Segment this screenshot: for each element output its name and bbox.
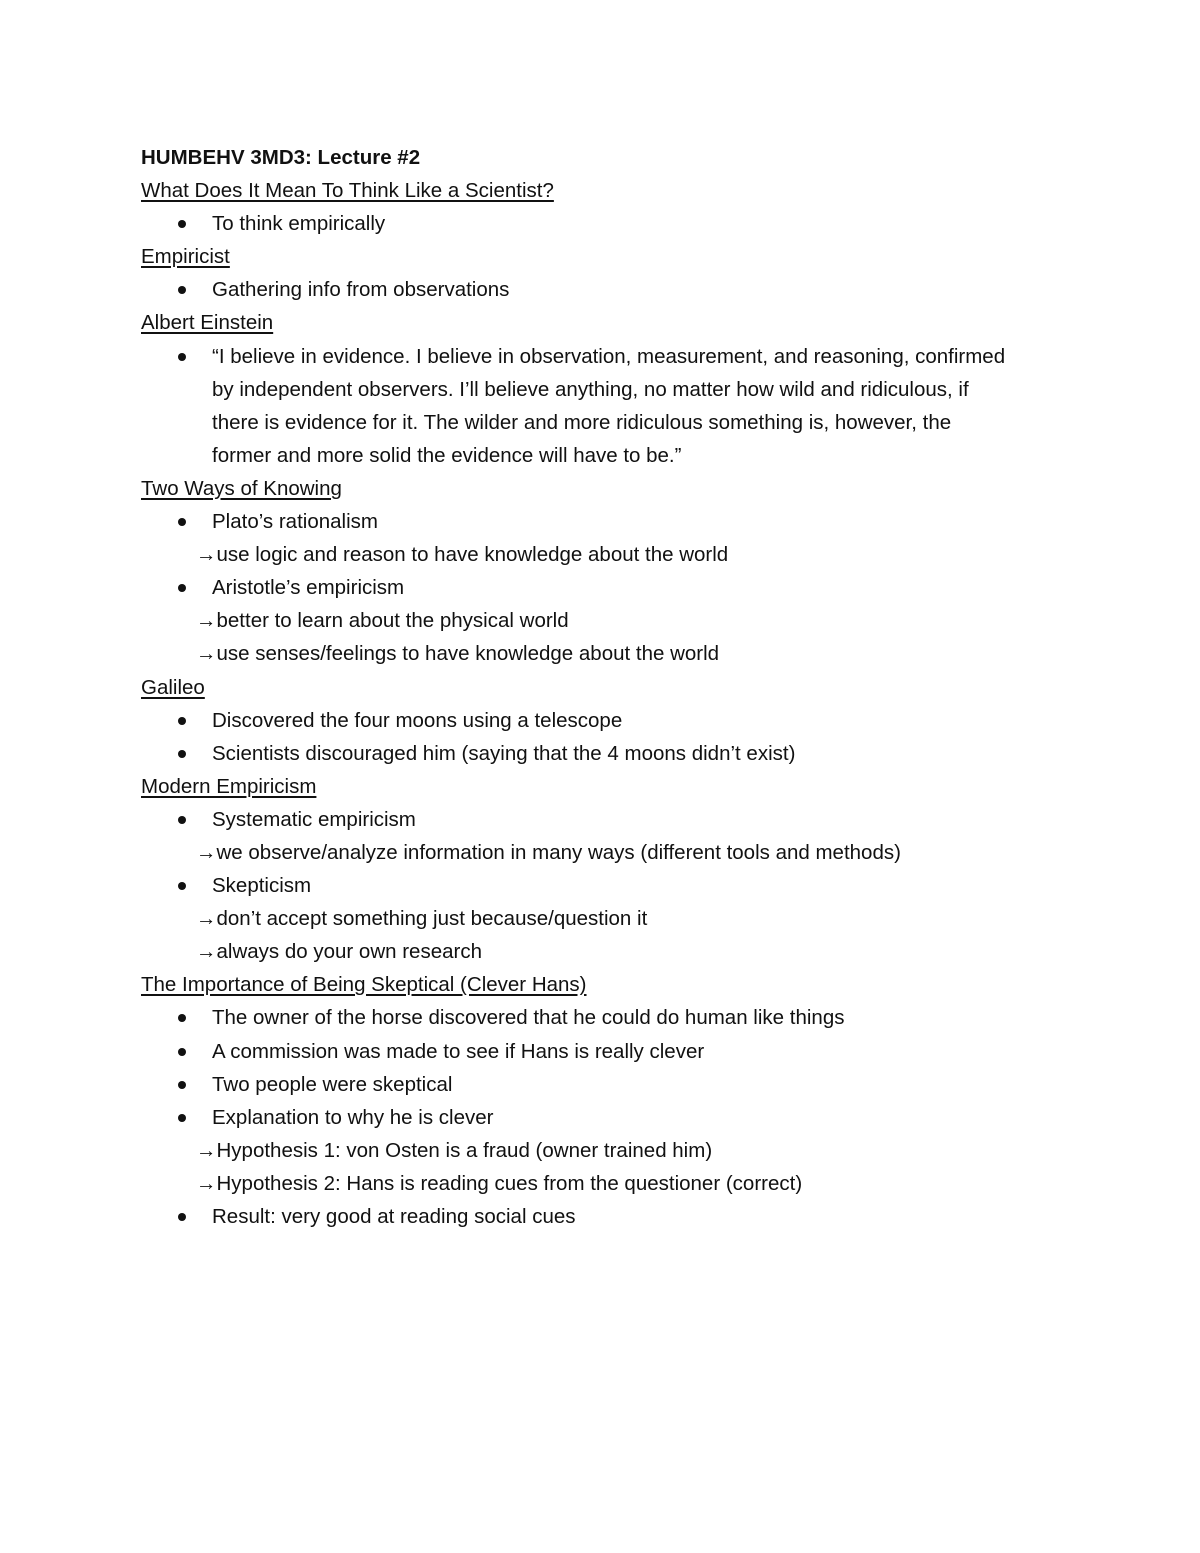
document-page [141, 141, 1071, 1233]
bullet-item [141, 505, 1071, 538]
bullet-dot-icon [178, 750, 186, 758]
arrow-subpoint: →we observe/analyze information in many ways (different tools and methods) [196, 840, 901, 864]
quote-text-line: former and more solid the evidence will have to be.” [212, 443, 682, 467]
bullet-item [141, 1001, 1071, 1034]
quote-text-line: “I believe in evidence. I believe in observation, measurement, and reasoning, confirmed [212, 344, 1006, 368]
bullet-item [141, 704, 1071, 737]
arrow-subpoint: →always do your own research [196, 940, 482, 964]
bullet-item [141, 1101, 1071, 1134]
bullet-dot-icon [178, 584, 186, 592]
quote-continuation-line [141, 439, 1071, 472]
quote-continuation-line [141, 406, 1071, 439]
bullet-dot-icon [178, 717, 186, 725]
arrow-subpoint: →Hypothesis 1: von Osten is a fraud (owner trained him) [196, 1138, 713, 1162]
bullet-item [141, 1200, 1071, 1233]
bullet-item [141, 1068, 1071, 1101]
bullet-item [141, 737, 1071, 770]
bullet-dot-icon [178, 220, 186, 228]
bullet-dot-icon [178, 1213, 186, 1221]
bullet-item [141, 207, 1071, 240]
bullet-text: A commission was made to see if Hans is really clever [212, 1039, 705, 1063]
bullet-text: Plato’s rationalism [212, 510, 378, 534]
bullet-text: Gathering info from observations [212, 278, 510, 302]
bullet-item [141, 571, 1071, 604]
bullet-dot-icon [178, 286, 186, 294]
section-heading: Albert Einstein [141, 311, 274, 335]
bullet-dot-icon [178, 1081, 186, 1089]
arrow-subpoint: →better to learn about the physical world [196, 609, 569, 633]
bullet-dot-icon [178, 353, 186, 361]
bullet-item [141, 1035, 1071, 1068]
bullet-dot-icon [178, 816, 186, 824]
quote-text-line: by independent observers. I’ll believe anything, no matter how wild and ridiculous, if [212, 377, 969, 401]
arrow-subpoint: →Hypothesis 2: Hans is reading cues from the questioner (correct) [196, 1171, 803, 1195]
arrow-subpoint: →use logic and reason to have knowledge about the world [196, 543, 729, 567]
bullet-item [141, 273, 1071, 306]
bullet-text: Explanation to why he is clever [212, 1105, 494, 1129]
bullet-dot-icon [178, 882, 186, 890]
bullet-text: Skepticism [212, 874, 312, 898]
document-title: HUMBEHV 3MD3: Lecture #2 [141, 146, 421, 169]
bullet-dot-icon [178, 1014, 186, 1022]
arrow-subpoint: →use senses/feelings to have knowledge about the world [196, 642, 720, 666]
section-heading: Galileo [141, 675, 205, 699]
bullet-text: Two people were skeptical [212, 1072, 453, 1096]
bullet-text: Result: very good at reading social cues [212, 1205, 576, 1228]
section-heading: What Does It Mean To Think Like a Scientist? [141, 179, 554, 203]
quote-continuation-line [141, 373, 1071, 406]
section-heading: Empiricist [141, 245, 230, 269]
quote-bullet-item [141, 340, 1071, 373]
document-body [141, 174, 1071, 1233]
bullet-dot-icon [178, 1114, 186, 1122]
bullet-text: The owner of the horse discovered that he could do human like things [212, 1006, 845, 1030]
bullet-item [141, 869, 1071, 902]
section-heading: Two Ways of Knowing [141, 476, 342, 500]
bullet-item [141, 803, 1071, 836]
bullet-text: Scientists discouraged him (saying that the 4 moons didn’t exist) [212, 741, 796, 765]
quote-text-line: there is evidence for it. The wilder and more ridiculous something is, however, the [212, 410, 952, 434]
section-heading: Modern Empiricism [141, 774, 317, 798]
section-heading: The Importance of Being Skeptical (Clever Hans) [141, 973, 587, 997]
bullet-text: Systematic empiricism [212, 807, 416, 831]
arrow-subpoint: →don’t accept something just because/question it [196, 907, 648, 931]
bullet-text: Discovered the four moons using a telescope [212, 708, 623, 732]
bullet-text: To think empirically [212, 212, 386, 236]
bullet-dot-icon [178, 1048, 186, 1056]
bullet-text: Aristotle’s empiricism [212, 576, 405, 600]
bullet-dot-icon [178, 518, 186, 526]
